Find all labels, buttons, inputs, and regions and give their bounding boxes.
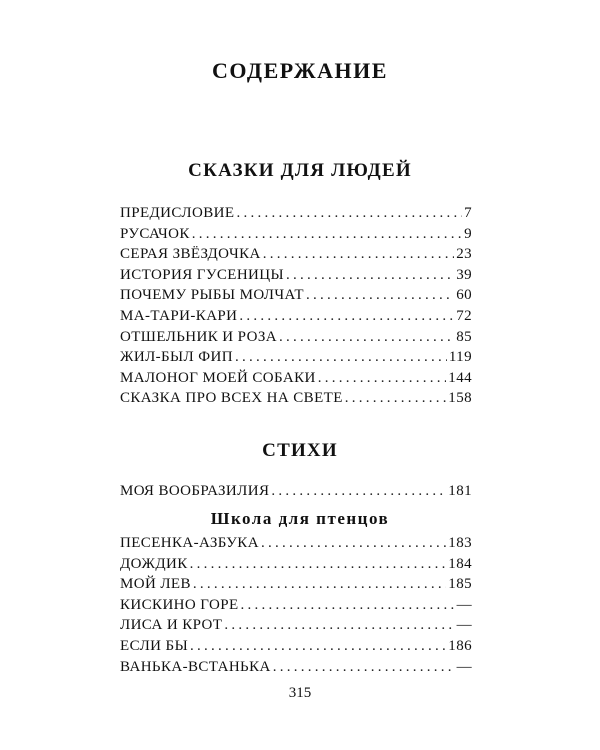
toc-entry xyxy=(120,285,472,306)
toc-entry xyxy=(120,224,472,245)
dot-leader xyxy=(279,327,454,348)
dot-leader xyxy=(271,481,446,502)
toc-entry xyxy=(120,657,472,678)
toc-entry-title: ИСТОРИЯ ГУСЕНИЦЫ xyxy=(120,266,285,283)
toc-entry xyxy=(120,388,472,409)
dot-leader xyxy=(239,306,454,327)
toc-entry-title: ПЕСЕНКА-АЗБУКА xyxy=(120,535,259,551)
toc-entry-page: 72 xyxy=(456,307,472,324)
dot-leader xyxy=(286,265,454,286)
toc-entry-title: ДОЖДИК xyxy=(120,555,188,572)
dot-leader xyxy=(190,636,446,657)
toc-entry xyxy=(120,533,472,554)
toc-entry xyxy=(120,244,472,265)
toc-entry-page: 39 xyxy=(456,266,472,283)
dot-leader xyxy=(236,203,462,224)
toc-entry-page: 7 xyxy=(464,205,472,221)
toc-entry-title: СКАЗКА ПРО ВСЕХ НА СВЕТЕ xyxy=(120,390,343,407)
toc-entry xyxy=(120,574,472,595)
subsection-title-school: Школа для птенцов xyxy=(210,509,390,528)
toc-list-fairy-tales xyxy=(120,203,472,409)
dot-leader xyxy=(318,368,447,389)
toc-entry-page: 119 xyxy=(448,349,472,366)
toc-entry-title: СЕРАЯ ЗВЁЗДОЧКА xyxy=(120,246,261,263)
toc-entry-title: МА-ТАРИ-КАРИ xyxy=(120,307,238,324)
toc-entry-page: — xyxy=(456,658,472,675)
toc-entry-page: 60 xyxy=(456,287,472,304)
dot-leader xyxy=(235,347,447,368)
toc-entry-title: ВАНЬКА-ВСТАНЬКА xyxy=(120,658,271,675)
page-number: 315 xyxy=(288,685,312,701)
toc-entry-page: 23 xyxy=(456,246,472,263)
section-title-fairy-tales: СКАЗКИ ДЛЯ ЛЮДЕЙ xyxy=(188,160,412,181)
dot-leader xyxy=(224,615,454,636)
toc-list-poems xyxy=(120,481,472,502)
toc-entry-title: МОЙ ЛЕВ xyxy=(120,576,191,593)
toc-entry-title: ПОЧЕМУ РЫБЫ МОЛЧАТ xyxy=(120,287,304,304)
toc-entry-title: МОЯ ВООБРАЗИЛИЯ xyxy=(120,483,270,499)
toc-entry xyxy=(120,636,472,657)
dot-leader xyxy=(263,244,454,265)
toc-entry-title: РУСАЧОК xyxy=(120,225,190,242)
toc-entry xyxy=(120,327,472,348)
toc-entry-page: — xyxy=(456,617,472,634)
toc-entry xyxy=(120,265,472,286)
toc-entry xyxy=(120,203,472,224)
toc-entry xyxy=(120,347,472,368)
toc-entry-page: 85 xyxy=(456,328,472,345)
toc-entry-page: 9 xyxy=(464,225,472,242)
toc-entry-title: ЛИСА И КРОТ xyxy=(120,617,223,634)
toc-entry-title: ЖИЛ-БЫЛ ФИП xyxy=(120,349,233,366)
dot-leader xyxy=(273,657,455,678)
dot-leader xyxy=(241,595,455,616)
toc-entry-page: 183 xyxy=(448,535,472,551)
toc-entry-page: 158 xyxy=(448,390,472,407)
dot-leader xyxy=(261,533,446,554)
toc-entry-title: ПРЕДИСЛОВИЕ xyxy=(120,205,235,221)
toc-entry-page: 184 xyxy=(448,555,472,572)
dot-leader xyxy=(306,285,454,306)
toc-entry-page: 181 xyxy=(448,483,472,499)
toc-entry-page: 185 xyxy=(448,576,472,593)
dot-leader xyxy=(193,574,446,595)
toc-entry-page: — xyxy=(456,596,472,613)
toc-entry-page: 144 xyxy=(448,369,472,386)
toc-entry-title: ОТШЕЛЬНИК И РОЗА xyxy=(120,328,277,345)
toc-entry-page: 186 xyxy=(448,637,472,654)
toc-entry-title: ЕСЛИ БЫ xyxy=(120,637,189,654)
toc-entry xyxy=(120,481,472,502)
dot-leader xyxy=(192,224,462,245)
toc-entry xyxy=(120,306,472,327)
toc-entry xyxy=(120,615,472,636)
dot-leader xyxy=(345,388,447,409)
toc-entry xyxy=(120,368,472,389)
dot-leader xyxy=(190,554,447,575)
toc-entry-title: КИСКИНО ГОРЕ xyxy=(120,596,239,613)
toc-list-school xyxy=(120,533,472,677)
section-title-poems: СТИХИ xyxy=(262,440,338,461)
toc-entry xyxy=(120,554,472,575)
toc-entry-title: МАЛОНОГ МОЕЙ СОБАКИ xyxy=(120,369,316,386)
page-heading: СОДЕРЖАНИЕ xyxy=(212,58,388,83)
toc-entry xyxy=(120,595,472,616)
